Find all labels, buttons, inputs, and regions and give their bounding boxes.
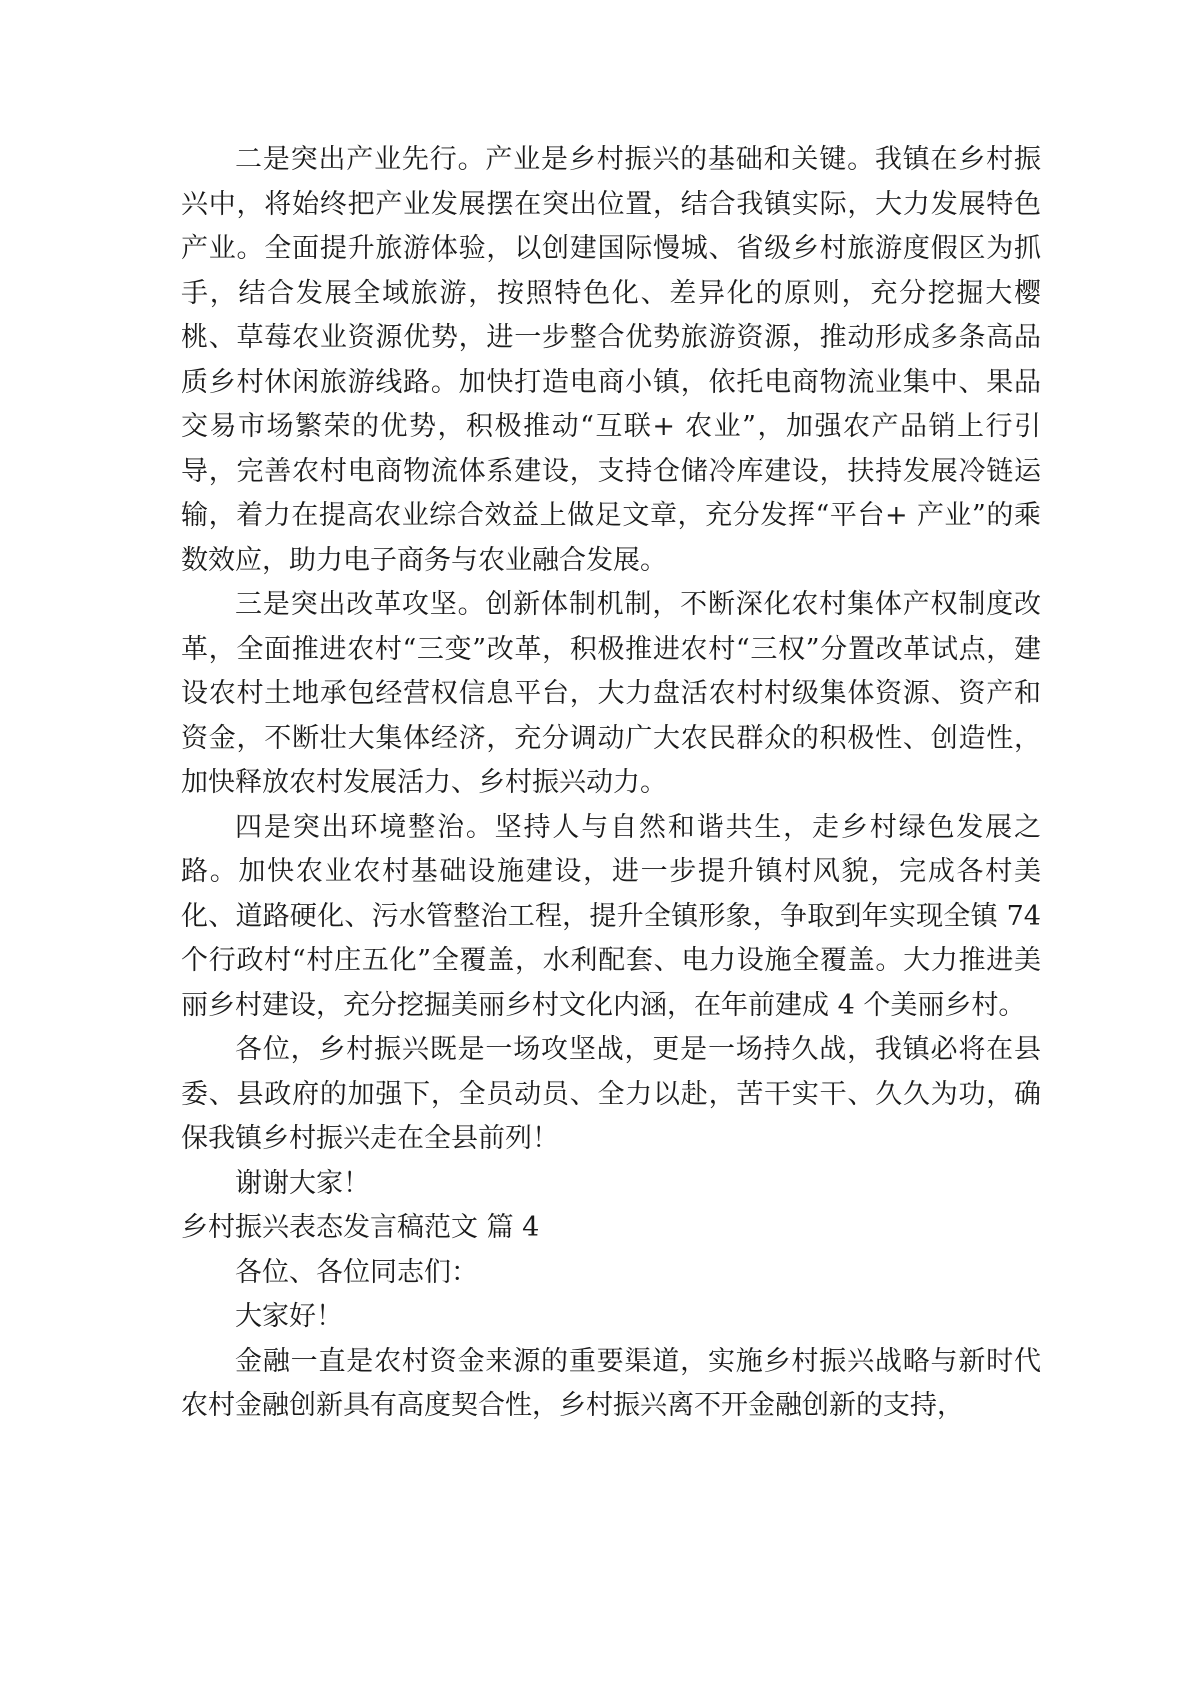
paragraph-environment: 四是突出环境整治。坚持人与自然和谐共生，走乡村绿色发展之路。加快农业农村基础设施建设，进一步提升镇村风貌，完成各村美化、道路硬化、污水管整治工程，提升全镇形象，争取到年实现全镇 74 个行政村“村庄五化”全覆盖，水利配套、电力设施全覆盖。大力推进美丽乡村建设，充分挖掘美丽乡村文化内涵，在年前建成 4 个美丽乡村。	[181, 811, 1041, 1021]
section-heading: 乡村振兴表态发言稿范文 篇 4	[181, 1212, 540, 1243]
document-body	[181, 138, 1041, 1429]
paragraph-reform: 三是突出改革攻坚。创新体制机制，不断深化农村集体产权制度改革，全面推进农村“三变”改革，积极推进农村“三权”分置改革试点，建设农村土地承包经营权信息平台，大力盘活农村村级集体资源、资产和资金，不断壮大集体经济，充分调动广大农民群众的积极性、创造性，加快释放农村发展活力、乡村振兴动力。	[181, 589, 1041, 798]
paragraph-salutation: 各位、各位同志们：	[235, 1256, 478, 1288]
paragraph-finance: 金融一直是农村资金来源的重要渠道，实施乡村振兴战略与新时代农村金融创新具有高度契合性，乡村振兴离不开金融创新的支持，	[181, 1345, 1041, 1421]
paragraph-closing: 各位，乡村振兴既是一场攻坚战，更是一场持久战，我镇必将在县委、县政府的加强下，全员动员、全力以赴，苦干实干、久久为功，确保我镇乡村振兴走在全县前列！	[181, 1034, 1041, 1154]
paragraph-thanks: 谢谢大家！	[235, 1167, 370, 1199]
paragraph-greeting: 大家好！	[235, 1301, 343, 1332]
paragraph-industry: 二是突出产业先行。产业是乡村振兴的基础和关键。我镇在乡村振兴中，将始终把产业发展摆在突出位置，结合我镇实际，大力发展特色产业。全面提升旅游体验，以创建国际慢城、省级乡村旅游度假区为抓手，结合发展全域旅游，按照特色化、差异化的原则，充分挖掘大樱桃、草莓农业资源优势，进一步整合优势旅游资源，推动形成多条高品质乡村休闲旅游线路。加快打造电商小镇，依托电商物流业集中、果品交易市场繁荣的优势，积极推动“互联+ 农业”，加强农产品销上行引导，完善农村电商物流体系建设，支持仓储冷库建设，扶持发展冷链运输，着力在提高农业综合效益上做足文章，充分发挥“平台+ 产业”的乘数效应，助力电子商务与农业融合发展。	[181, 144, 1041, 576]
